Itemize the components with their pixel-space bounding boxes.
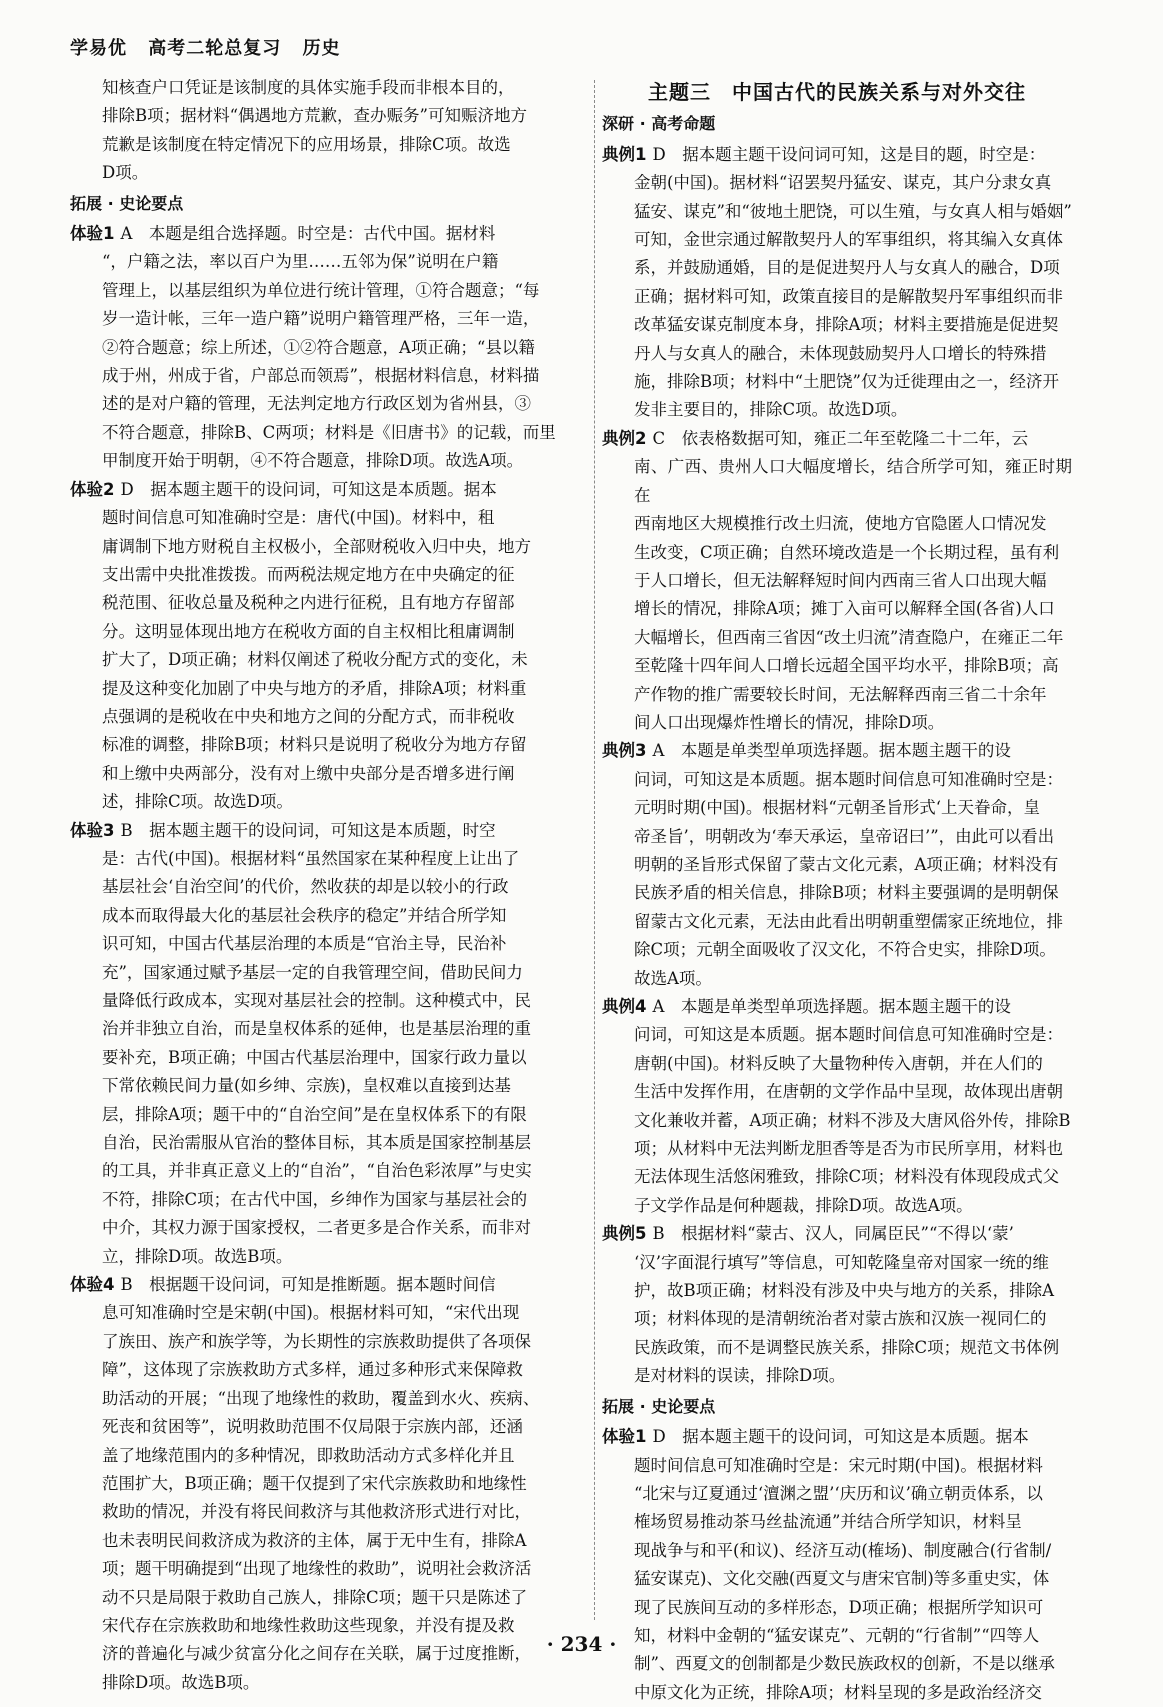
example-first-line	[602, 993, 1072, 1021]
experience-line: 支出需中央批准拨拨。而两税法规定地方在中央确定的征	[102, 564, 515, 584]
example-line: 于人口增长，但无法解释短时间内西南三省人口出现大幅	[634, 570, 1047, 590]
example-first-text: C 依表格数据可知，雍正二年至乾隆二十二年，云	[652, 428, 1029, 448]
example-first-text: B 根据材料“蒙古、汉人，同属臣民”“不得以‘蒙’	[652, 1224, 1014, 1244]
experience-line: 税范围、征收总量及税种之内进行征税，且有地方存留部	[102, 593, 515, 613]
example-line: 生活中发挥作用，在唐朝的文学作品中呈现，故体现出唐朝	[634, 1082, 1063, 1102]
intro-line: D项。	[102, 163, 149, 183]
example-item	[602, 141, 1072, 425]
intro-line: 排除B项；据材料“偶遇地方荒歉，查办赈务”可知赈济地方	[102, 106, 527, 126]
example-line: 除C项；元朝全面吸收了汉文化，不符合史实，排除D项。	[634, 940, 1056, 960]
example-line: 猛安、谋克”和“彼地土肥饶，可以生殖，与女真人相与婚姻”	[634, 201, 1072, 221]
example-first-line	[602, 141, 1072, 169]
example-line: 帝圣旨’，明朝改为‘奉天承运，皇帝诏曰’”，由此可以看出	[634, 826, 1055, 846]
left-column	[70, 74, 590, 1697]
example-line: 南、广西、贵州人口大幅度增长，结合所学可知，雍正时期在	[634, 457, 1072, 505]
example-line: 明朝的圣旨形式保留了蒙古文化元素，A项正确；材料没有	[634, 854, 1059, 874]
example-line: 可知，金世宗通过解散契丹人的军事组织，将其编入女真体	[634, 230, 1063, 250]
example-line: 发非主要目的，排除C项。故选D项。	[634, 400, 908, 420]
experience-line: 宋代存在宗族救助和地缘性救助这些现象，并没有提及救	[102, 1615, 515, 1635]
example-first-text: A 本题是单类型单项选择题。据本题主题干的设	[652, 997, 1011, 1016]
example-label: 典例3	[602, 741, 647, 761]
experience-right-label: 体验1	[602, 1427, 647, 1447]
example-line: 问词，可知这是本质题。据本题时间信息可知准确时空是：	[634, 769, 1063, 789]
experience-line: 了族田、族产和族学等，为长期性的宗族救助提供了各项保	[102, 1331, 531, 1351]
example-line: 故选A项。	[634, 968, 712, 988]
example-line: 民族矛盾的相关信息，排除B项；材料主要强调的是明朝保	[634, 883, 1059, 903]
experience-line: 甲制度开始于明朝，④不符合题意，排除D项。故选A项。	[102, 451, 524, 471]
experience-line: 助活动的开展；“出现了地缘性的救助，覆盖到水火、疾病、	[102, 1388, 540, 1408]
example-line: 无法体现生活悠闲雅致，排除C项；材料没有体现段成式父	[634, 1167, 1060, 1187]
experience-line: 治并非独立自治，而是皇权体系的延伸，也是基层治理的重	[102, 1019, 531, 1039]
experience-right-line: 中原文化为正统，排除A项；材料呈现的多是政治经济交	[634, 1682, 1042, 1702]
example-item	[602, 737, 1072, 993]
experience-line: 述的是对户籍的管理，无法判定地方行政区划为省州县，③	[102, 394, 531, 414]
example-first-text: A 本题是单类型单项选择题。据本题主题干的设	[652, 741, 1011, 761]
experience-line: 排除D项。故选B项。	[102, 1672, 260, 1692]
experience-right-line: 猛安谋克)、文化交融(西夏文与唐宋官制)等多重史实，体	[634, 1569, 1050, 1589]
experience-line: 项；题干明确提到“出现了地缘性的救助”，说明社会救济活	[102, 1559, 532, 1579]
experience-line: 动不只是局限于救助自己族人，排除C项；题干只是陈述了	[102, 1587, 528, 1607]
experience-right-line: 题时间信息可知准确时空是：宋元时期(中国)。根据材料	[634, 1455, 1043, 1475]
experience-line: 盖了地缘范围内的多种情况，即救助活动方式多样化并且	[102, 1445, 515, 1465]
experience-line: 障”，这体现了宗族救助方式多样，通过多种形式来保障救	[102, 1360, 523, 1380]
example-line: 增长的情况，排除A项；摊丁入亩可以解释全国(各省)人口	[634, 599, 1055, 619]
experience-right-line: “北宋与辽夏通过‘澶渊之盟’‘庆历和议’确立朝贡体系，以	[634, 1483, 1043, 1503]
experience-right-item	[602, 1423, 1072, 1707]
experience-line: 济的普遍化与减少贫富分化之间存在关联，属于过度推断，	[102, 1644, 531, 1664]
example-line: 生改变，C项正确；自然环境改造是一个长期过程，虽有利	[634, 542, 1060, 562]
example-line: 留蒙古文化元素，无法由此看出明朝重塑儒家正统地位，排	[634, 911, 1063, 931]
experience-line: 和上缴中央两部分，没有对上缴中央部分是否增多进行阐	[102, 763, 515, 783]
experience-line: ②符合题意；综上所述，①②符合题意，A项正确；“县以籍	[102, 337, 535, 357]
experience-line: 成本而取得最大化的基层社会秩序的稳定”并结合所学知	[102, 905, 507, 925]
experience-line: 基层社会‘自治空间’的代价，然收获的却是以较小的行政	[102, 877, 509, 897]
experience-line: 自治，民治需服从官治的整体目标，其本质是国家控制基层	[102, 1133, 531, 1153]
experience-line: 层，排除A项；题干中的“自治空间”是在皇权体系下的有限	[102, 1104, 527, 1124]
experience-line: 是：古代(中国)。根据材料“虽然国家在某种程度上让出了	[102, 848, 520, 868]
example-line: 施，排除B项；材料中“土肥饶”仅为迁徙理由之一，经济开	[634, 372, 1059, 392]
section-title-left: 拓展 · 史论要点	[70, 193, 184, 213]
experience-first-line	[70, 817, 590, 845]
experience-line: 管理上，以基层组织为单位进行统计管理，①符合题意；“每	[102, 280, 540, 300]
example-line: 产作物的推广需要较长时间，无法解释西南三省二十余年	[634, 684, 1047, 704]
example-label: 典例1	[602, 144, 647, 164]
experience-line: 中介，其权力源于国家授权，二者更多是合作关系，而非对	[102, 1218, 531, 1238]
example-line: 民族政策，而不是调整民族关系，排除C项；规范文书体例	[634, 1337, 1060, 1357]
experience-first-text: A 本题是组合选择题。时空是：古代中国。据材料	[120, 224, 496, 244]
experience-right-line: 现了民族间互动的多样形态，D项正确；根据所学知识可	[634, 1597, 1044, 1617]
example-line: 大幅增长，但西南三省因“改土归流”清查隐户，在雍正二年	[634, 627, 1064, 647]
experience-item	[70, 476, 590, 817]
example-label: 典例4	[602, 997, 647, 1016]
experience-line: 息可知准确时空是宋朝(中国)。根据材料可知，“宋代出现	[102, 1303, 520, 1323]
example-line: 改革猛安谋克制度本身，排除A项；材料主要措施是促进契	[634, 315, 1059, 335]
theme-title: 主题三 中国古代的民族关系与对外交往	[648, 80, 1026, 104]
experience-line: 立，排除D项。故选B项。	[102, 1246, 293, 1266]
experience-first-line	[70, 220, 590, 248]
page-number: · 234 ·	[546, 1632, 617, 1656]
example-line: 子文学作品是何种题裁，排除D项。故选A项。	[634, 1195, 973, 1215]
experience-line: 扩大了，D项正确；材料仅阐述了税收分配方式的变化，未	[102, 650, 528, 670]
experience-line: 的工具，并非真正意义上的“自治”，“自治色彩浓厚”与史实	[102, 1161, 532, 1181]
experience-first-text: B 据本题主题干的设问词，可知这是本质题，时空	[120, 820, 496, 840]
brand-name: 学易优	[70, 38, 127, 59]
example-line: 文化兼收并蓄，A项正确；材料不涉及大唐风俗外传，排除B	[634, 1110, 1071, 1130]
intro-line: 荒歉是该制度在特定情况下的应用场景，排除C项。故选	[102, 134, 511, 154]
experience-line: 题时间信息可知准确时空是：唐代(中国)。材料中，租	[102, 508, 495, 528]
intro-line: 知核查户口凭证是该制度的具体实施手段而非根本目的，	[102, 78, 515, 97]
example-line: 丹人与女真人的融合，未体现鼓励契丹人口增长的特殊措	[634, 343, 1047, 363]
example-item	[602, 425, 1072, 737]
example-line: 西南地区大规模推行改土归流，使地方官隐匿人口情况发	[634, 514, 1047, 534]
example-line: ‘汉’字面混行填写”等信息，可知乾隆皇帝对国家一统的维	[634, 1252, 1049, 1272]
example-first-text: D 据本题主题干设问词可知，这是目的题，时空是：	[652, 144, 1046, 164]
experience-line: 不符合题意，排除B、C两项；材料是《旧唐书》的记载，而里	[102, 422, 556, 442]
example-first-line	[602, 1220, 1072, 1248]
experience-item	[70, 220, 590, 476]
section-title-right: 拓展 · 史论要点	[602, 1396, 716, 1416]
subject-name: 历史	[302, 38, 341, 59]
experience-line: 标准的调整，排除B项；材料只是说明了税收分为地方存留	[102, 735, 527, 755]
column-divider	[594, 80, 595, 1620]
experience-line: 下常依赖民间力量(如乡绅、宗族)，皇权难以直接到达基	[102, 1076, 511, 1096]
page-header	[70, 34, 355, 60]
experience-line: 要补充，B项正确；中国古代基层治理中，国家行政力量以	[102, 1047, 527, 1067]
series-name: 高考二轮总复习	[148, 38, 282, 59]
experience-label: 体验3	[70, 820, 115, 840]
experience-right-first-text: D 据本题主题干的设问词，可知这是本质题。据本	[652, 1427, 1029, 1447]
experience-line: 岁一造计帐，三年一造户籍”说明户籍管理严格，三年一造，	[102, 309, 540, 329]
experience-first-line	[70, 1271, 590, 1299]
experience-line: 不符，排除C项；在古代中国，乡绅作为国家与基层社会的	[102, 1189, 528, 1209]
example-first-line	[602, 737, 1072, 765]
experience-line: 也未表明民间救济成为救济的主体，属于无中生有，排除A	[102, 1530, 527, 1550]
experience-line: 救助的情况，并没有将民间救济与其他救济形式进行对比，	[102, 1502, 531, 1522]
example-first-line	[602, 425, 1072, 453]
experience-line: 点强调的是税收在中央和地方之间的分配方式，而非税收	[102, 706, 515, 726]
example-line: 元明时期(中国)。根据材料“元朝圣旨形式‘上天眷命，皇	[634, 798, 1041, 818]
experience-line: 成于州，州成于省，户部总而领焉”，根据材料信息，材料描	[102, 366, 540, 386]
experience-line: 庸调制下地方财税自主权极小，全部财税收入归中央，地方	[102, 536, 531, 556]
example-line: 至乾隆十四年间人口增长远超全国平均水平，排除B项；高	[634, 656, 1059, 676]
experience-right-line: 知，材料中金朝的“猛安谋克”、元朝的“行省制”“四等人	[634, 1625, 1040, 1645]
research-title: 深研 · 高考命题	[602, 114, 716, 134]
intro-paragraph	[70, 74, 590, 188]
example-label: 典例5	[602, 1224, 647, 1244]
example-line: 护，故B项正确；材料没有涉及中央与地方的关系，排除A	[634, 1281, 1055, 1301]
example-item	[602, 1220, 1072, 1390]
right-column	[602, 74, 1072, 1707]
experience-line: “，户籍之法，率以百户为里……五邻为保”说明在户籍	[102, 252, 499, 272]
example-line: 金朝(中国)。据材料“诏罢契丹猛安、谋克，其户分隶女真	[634, 173, 1052, 193]
right-examples	[602, 141, 1072, 1391]
example-line: 正确；据材料可知，政策直接目的是解散契丹军事组织而非	[634, 286, 1063, 306]
example-line: 项；从材料中无法判断龙胆香等是否为市民所享用，材料也	[634, 1139, 1063, 1159]
experience-line: 分。这明显体现出地方在税收方面的自主权相比租庸调制	[102, 621, 515, 641]
example-line: 问词，可知这是本质题。据本题时间信息可知准确时空是：	[634, 1025, 1063, 1045]
experience-line: 死丧和贫困等”，说明救助范围不仅局限于宗族内部，还涵	[102, 1417, 523, 1437]
example-line: 唐朝(中国)。材料反映了大量物种传入唐朝，并在人们的	[634, 1053, 1043, 1073]
experience-first-text: B 根据题干设问词，可知是推断题。据本题时间信	[120, 1275, 496, 1295]
experience-item	[70, 817, 590, 1272]
experience-line: 充”，国家通过赋予基层一定的自我管理空间，借助民间力	[102, 962, 523, 982]
experience-first-text: D 据本题主题干的设问词，可知这是本质题。据本	[120, 479, 497, 499]
experience-right-line: 现战争与和平(和议)、经济互动(榷场)、制度融合(行省制/	[634, 1540, 1052, 1560]
example-line: 间人口出现爆炸性增长的情况，排除D项。	[634, 712, 945, 732]
example-label: 典例2	[602, 428, 647, 448]
experience-line: 范围扩大，B项正确；题干仅提到了宋代宗族救助和地缘性	[102, 1473, 527, 1493]
experience-line: 提及这种变化加剧了中央与地方的矛盾，排除A项；材料重	[102, 678, 527, 698]
experience-right-first-line	[602, 1423, 1072, 1451]
example-line: 是对材料的误读，排除D项。	[634, 1366, 846, 1386]
experience-first-line	[70, 476, 590, 504]
experience-line: 量降低行政成本，实现对基层社会的控制。这种模式中，民	[102, 991, 531, 1010]
experience-line: 述，排除C项。故选D项。	[102, 792, 293, 812]
example-line: 系，并鼓励通婚，目的是促进契丹人与女真人的融合，D项	[634, 258, 1060, 278]
example-item	[602, 993, 1072, 1220]
experience-label: 体验4	[70, 1275, 115, 1295]
experience-line: 识可知，中国古代基层治理的本质是“官治主导，民治补	[102, 934, 507, 954]
right-items	[602, 1423, 1072, 1707]
experience-label: 体验1	[70, 224, 115, 244]
left-items	[70, 220, 590, 1697]
experience-right-line: 榷场贸易推动茶马丝盐流通”并结合所学知识，材料呈	[634, 1512, 1022, 1532]
experience-right-line: 制”、西夏文的创制都是少数民族政权的创新，不是以继承	[634, 1654, 1055, 1674]
example-line: 项；材料体现的是清朝统治者对蒙古族和汉族一视同仁的	[634, 1309, 1047, 1329]
experience-label: 体验2	[70, 479, 115, 499]
